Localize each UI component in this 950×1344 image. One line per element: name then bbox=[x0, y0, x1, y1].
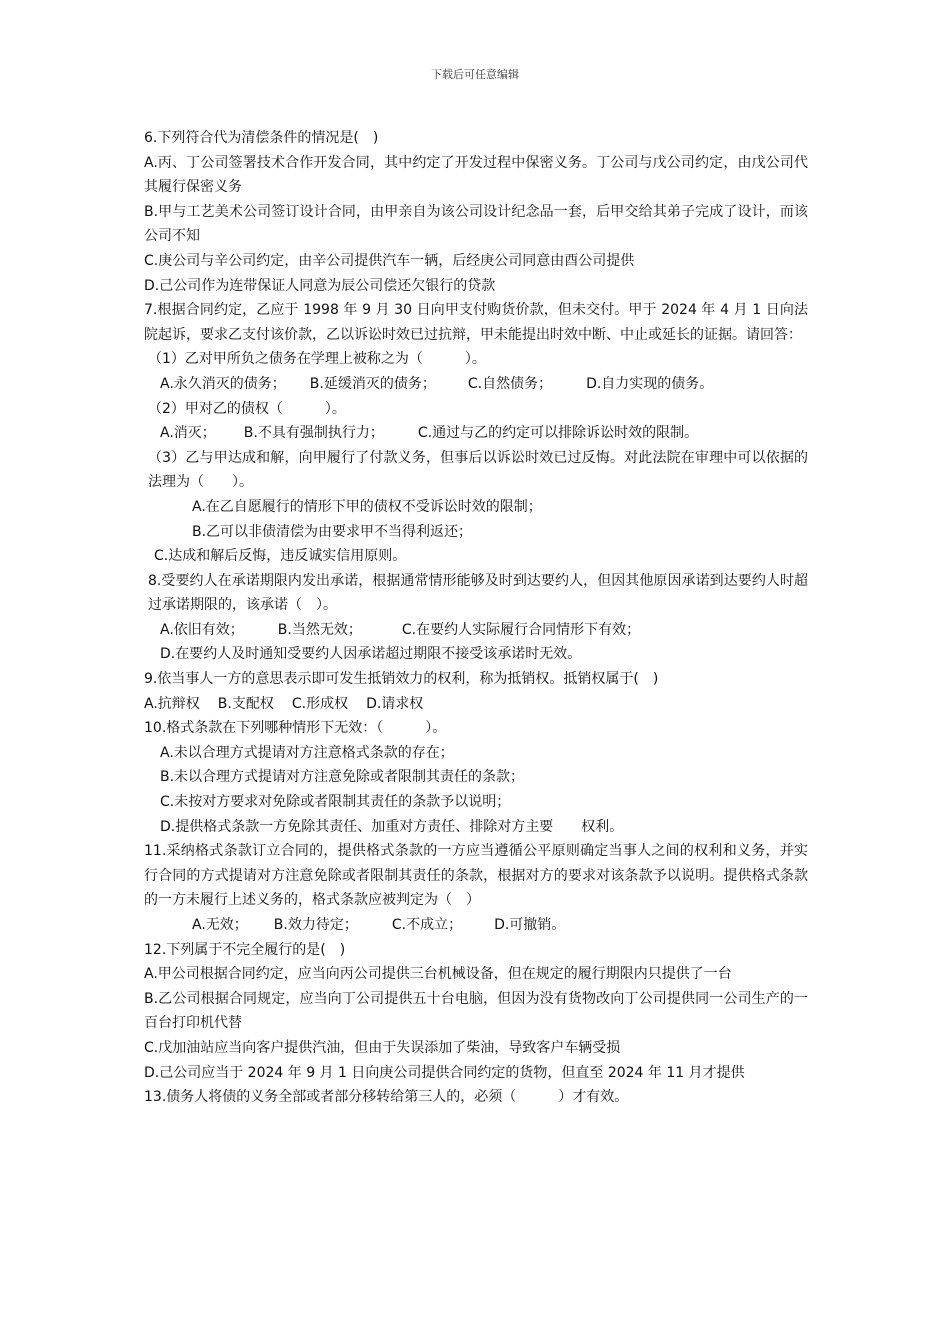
question-6-option-d: D.己公司作为连带保证人同意为辰公司偿还欠银行的贷款 bbox=[144, 277, 496, 294]
question-8-option-d: D.在要约人及时通知受要约人因承诺超过期限不接受该承诺时无效。 bbox=[160, 646, 582, 663]
question-6-option-c: C.庚公司与辛公司约定，由辛公司提供汽车一辆，后经庚公司同意由酉公司提供 bbox=[144, 252, 635, 269]
option-a: A.永久消灭的债务； bbox=[160, 375, 286, 392]
question-12-option-a: A.甲公司根据合同约定，应当向丙公司提供三台机械设备，但在规定的履行期限内只提供了一台 bbox=[144, 966, 732, 983]
question-7-sub-3-option-b: B.乙可以非债清偿为由要求甲不当得利返还； bbox=[192, 523, 473, 540]
question-12-option-c: C.戊加油站应当向客户提供汽油，但由于失误添加了柴油，导致客户车辆受损 bbox=[144, 1039, 621, 1056]
question-10: 10.格式条款在下列哪种情形下无效：（ ）。 bbox=[144, 720, 447, 737]
option-d: D.可撤销。 bbox=[494, 917, 566, 933]
option-a: A.抗辩权 bbox=[144, 695, 200, 712]
question-13: 13.债务人将债的义务全部或者部分移转给第三人的，必须（ ）才有效。 bbox=[144, 1089, 629, 1106]
question-7-sub-3-option-a: A.在乙自愿履行的情形下甲的债权不受诉讼时效的限制； bbox=[192, 498, 542, 515]
option-b: B.支配权 bbox=[217, 695, 274, 712]
question-10-option-d: D.提供格式条款一方免除其责任、加重对方责任、排除对方主要 权利。 bbox=[160, 818, 624, 835]
option-b: B.效力待定； bbox=[273, 917, 358, 933]
option-c: C.自然债务； bbox=[467, 375, 553, 392]
option-d: D.自力实现的债务。 bbox=[586, 375, 714, 392]
question-6: 6.下列符合代为清偿条件的情况是( ) bbox=[144, 130, 379, 146]
document-body bbox=[144, 126, 808, 1110]
question-7-sub-3: （3）乙与甲达成和解，向甲履行了付款义务，但事后以诉讼时效已过反悔。对此法院在审理中可以依据的法理为（ ）。 bbox=[148, 449, 808, 491]
question-6-option-a: A.丙、丁公司签署技术合作开发合同，其中约定了开发过程中保密义务。丁公司与戊公司约定，由戊公司代其履行保密义务 bbox=[144, 154, 808, 196]
option-c: C.形成权 bbox=[291, 695, 349, 712]
question-10-option-c: C.未按对方要求对免除或者限制其责任的条款予以说明； bbox=[160, 794, 511, 811]
question-12-option-d: D.己公司应当于 2024 年 9 月 1 日向庚公司提供合同约定的货物，但直至 2024 年 11 月才提供 bbox=[144, 1064, 745, 1081]
question-11-options bbox=[144, 913, 808, 938]
question-7-sub-1: （1）乙对甲所负之债务在学理上被称之为（ ）。 bbox=[148, 351, 486, 368]
question-10-option-a: A.未以合理方式提请对方注意格式条款的存在； bbox=[160, 744, 454, 761]
question-7-sub-3-option-c: C.达成和解后反悔，违反诚实信用原则。 bbox=[154, 548, 407, 565]
question-7-sub-1-options bbox=[144, 372, 808, 397]
option-c: C.不成立； bbox=[391, 917, 463, 933]
option-a: A.无效； bbox=[192, 917, 248, 933]
page-header: 下载后可任意编辑 bbox=[431, 68, 519, 81]
question-7: 7.根据合同约定，乙应于 1998 年 9 月 30 日向甲支付购货价款，但未交付。甲于 2024 年 4 月 1 日向法院起诉，要求乙支付该价款，乙以诉讼时效已过抗辩，甲未能提出时效中断、中止或延长的证据。请回答： bbox=[144, 302, 808, 343]
option-d: D.请求权 bbox=[366, 695, 424, 712]
option-c: C.在要约人实际履行合同情形下有效； bbox=[401, 621, 641, 638]
option-b: B.不具有强制执行力； bbox=[243, 425, 384, 442]
option-a: A.消灭； bbox=[160, 425, 216, 442]
option-a: A.依旧有效； bbox=[160, 621, 244, 638]
question-7-sub-2: （2）甲对乙的债权（ ）。 bbox=[148, 400, 346, 417]
question-8: 8.受要约人在承诺期限内发出承诺，根据通常情形能够及时到达要约人，但因其他原因承诺到达要约人时超过承诺期限的，该承诺（ ）。 bbox=[148, 572, 808, 614]
question-9: 9.依当事人一方的意思表示即可发生抵销效力的权利，称为抵销权。抵销权属于( ) bbox=[144, 671, 659, 688]
question-6-option-b: B.甲与工艺美术公司签订设计合同，由甲亲自为该公司设计纪念品一套，后甲交给其弟子完成了设计，而该公司不知 bbox=[144, 203, 808, 245]
question-10-option-b: B.未以合理方式提请对方注意免除或者限制其责任的条款； bbox=[160, 769, 525, 786]
question-11: 11.采纳格式条款订立合同的，提供格式条款的一方应当遵循公平原则确定当事人之间的权利和义务，并实行合同的方式提请对方注意免除或者限制其责任的条款，根据对方的要求对该条款予以说明。提供格式条款的一方未履行上述义务的，格式条款应被判定为（ ） bbox=[144, 843, 808, 909]
question-7-sub-2-options bbox=[144, 421, 808, 446]
question-12-option-b: B.乙公司根据合同规定，应当向丁公司提供五十台电脑，但因为没有货物改向丁公司提供同一公司生产的一百台打印机代替 bbox=[144, 990, 808, 1032]
question-12: 12.下列属于不完全履行的是( ) bbox=[144, 941, 346, 958]
question-8-options bbox=[144, 618, 808, 643]
option-c: C.通过与乙的约定可以排除诉讼时效的限制。 bbox=[417, 425, 699, 442]
question-9-options bbox=[144, 692, 808, 717]
option-b: B.延缓消灭的债务； bbox=[309, 375, 436, 392]
option-b: B.当然无效； bbox=[277, 621, 362, 638]
